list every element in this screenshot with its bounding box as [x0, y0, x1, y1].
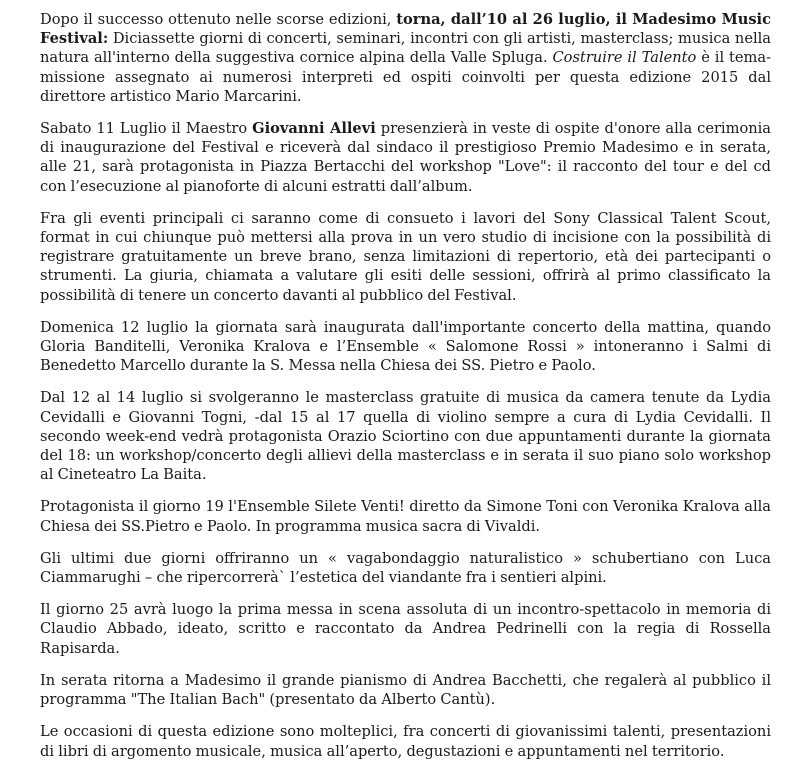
text-segment: In serata ritorna a Madesimo il grande pianismo di Andrea Bacchetti, che regalerà al pubblico il programma "The Italian Bach" (presentato da Alberto Cantù).	[40, 671, 771, 709]
paragraph-silete-venti	[40, 497, 771, 535]
text-segment: Protagonista il giorno 19 l'Ensemble Silete Venti! diretto da Simone Toni con Veronika Kralova alla Chiesa dei SS.Pietro e Paolo. In programma musica sacra di Vivaldi.	[40, 498, 771, 535]
text-segment-bold: torna, dall’10 al 26 luglio, il Madesimo Music Festival:	[40, 11, 771, 48]
text-segment: presenzierà in veste di ospite d'onore alla cerimonia di inaugurazione del Festival e riceverà dal sindaco il prestigioso Premio Madesimo e in serata, alle 21, sarà protagonista in Piazza Bertacchi del workshop "Love": il racconto del tour e del cd con l’esecuzione al pianoforte di alcuni estratti dall’album.	[40, 120, 771, 195]
text-segment-bold: Giovanni Allevi	[252, 120, 376, 138]
text-segment: è il tema-missione assegnato ai numerosi interpreti ed ospiti coinvolti per questa edizione 2015 dal direttore artistico Mario Marcarini.	[40, 49, 772, 105]
text-segment: Gli ultimi due giorni offriranno un « vagabondaggio naturalistico » schubertiano con Luca Ciammarughi – che ripercorrerà` l’estetica del viandante fra i sentieri alpini.	[40, 549, 771, 587]
paragraph-bacchetti	[40, 671, 771, 709]
text-segment-italic: Costruire il Talento	[552, 49, 697, 67]
text-segment: Fra gli eventi principali ci saranno come di consueto i lavori del Sony Classical Talent Scout, format in cui chiunque può mettersi alla prova in un vero studio di incisione con la possibilità di registrare gratuitamente un breve brano, senza limitazioni di repertorio, età dei partecipanti o strumenti. La giuria, chiamata a valutare gli esiti delle sessioni, offrirà al primo classificato la possibilità di tenere un concerto davanti al pubblico del Festival.	[40, 209, 771, 304]
paragraph-domenica	[40, 318, 771, 376]
text-segment: Dal 12 al 14 luglio si svolgeranno le masterclass gratuite di musica da camera tenute da Lydia Cevidalli e Giovanni Togni, -dal 15 al 17 quella di violino sempre a cura di Lydia Cevidalli. Il secondo week-end vedrà protagonista Orazio Sciortino con due appuntamenti durante la giornata del 18: un workshop/concerto degli allievi della masterclass e in serata il suo piano solo workshop al Cineteatro La Baita.	[40, 389, 771, 484]
text-segment: Il giorno 25 avrà luogo la prima messa in scena assoluta di un incontro-spettacolo in memoria di Claudio Abbado, ideato, scritto e raccontato da Andrea Pedrinelli con la regia di Rossella Rapisarda.	[40, 601, 771, 657]
paragraph-abbado	[40, 600, 771, 658]
paragraph-allevi	[40, 119, 771, 196]
paragraph-talent-scout	[40, 209, 771, 305]
text-segment: Dopo il successo ottenuto nelle scorse edizioni,	[40, 11, 397, 28]
paragraph-festival-intro	[40, 10, 771, 106]
text-segment: Le occasioni di questa edizione sono molteplici, fra concerti di giovanissimi talenti, presentazioni di libri di argomento musicale, musica all’aperto, degustazioni e appuntamenti nel territorio.	[40, 723, 771, 760]
text-segment: Diciassette giorni di concerti, seminari, incontri con gli artisti, masterclass; musica nella natura all'interno della suggestiva cornice alpina della Valle Spluga.	[40, 30, 771, 67]
text-segment: Sabato 11 Luglio il Maestro	[40, 120, 253, 138]
text-segment: Domenica 12 luglio la giornata sarà inaugurata dall'importante concerto della mattina, quando Gloria Banditelli, Veronika Kralova e l’Ensemble « Salomone Rossi » intoneranno i Salmi di Benedetto Marcello durante la S. Messa nella Chiesa dei SS. Pietro e Paolo.	[40, 318, 771, 375]
paragraph-occasioni	[40, 722, 771, 760]
paragraph-masterclass	[40, 388, 771, 484]
paragraph-ultimi-giorni	[40, 549, 771, 587]
